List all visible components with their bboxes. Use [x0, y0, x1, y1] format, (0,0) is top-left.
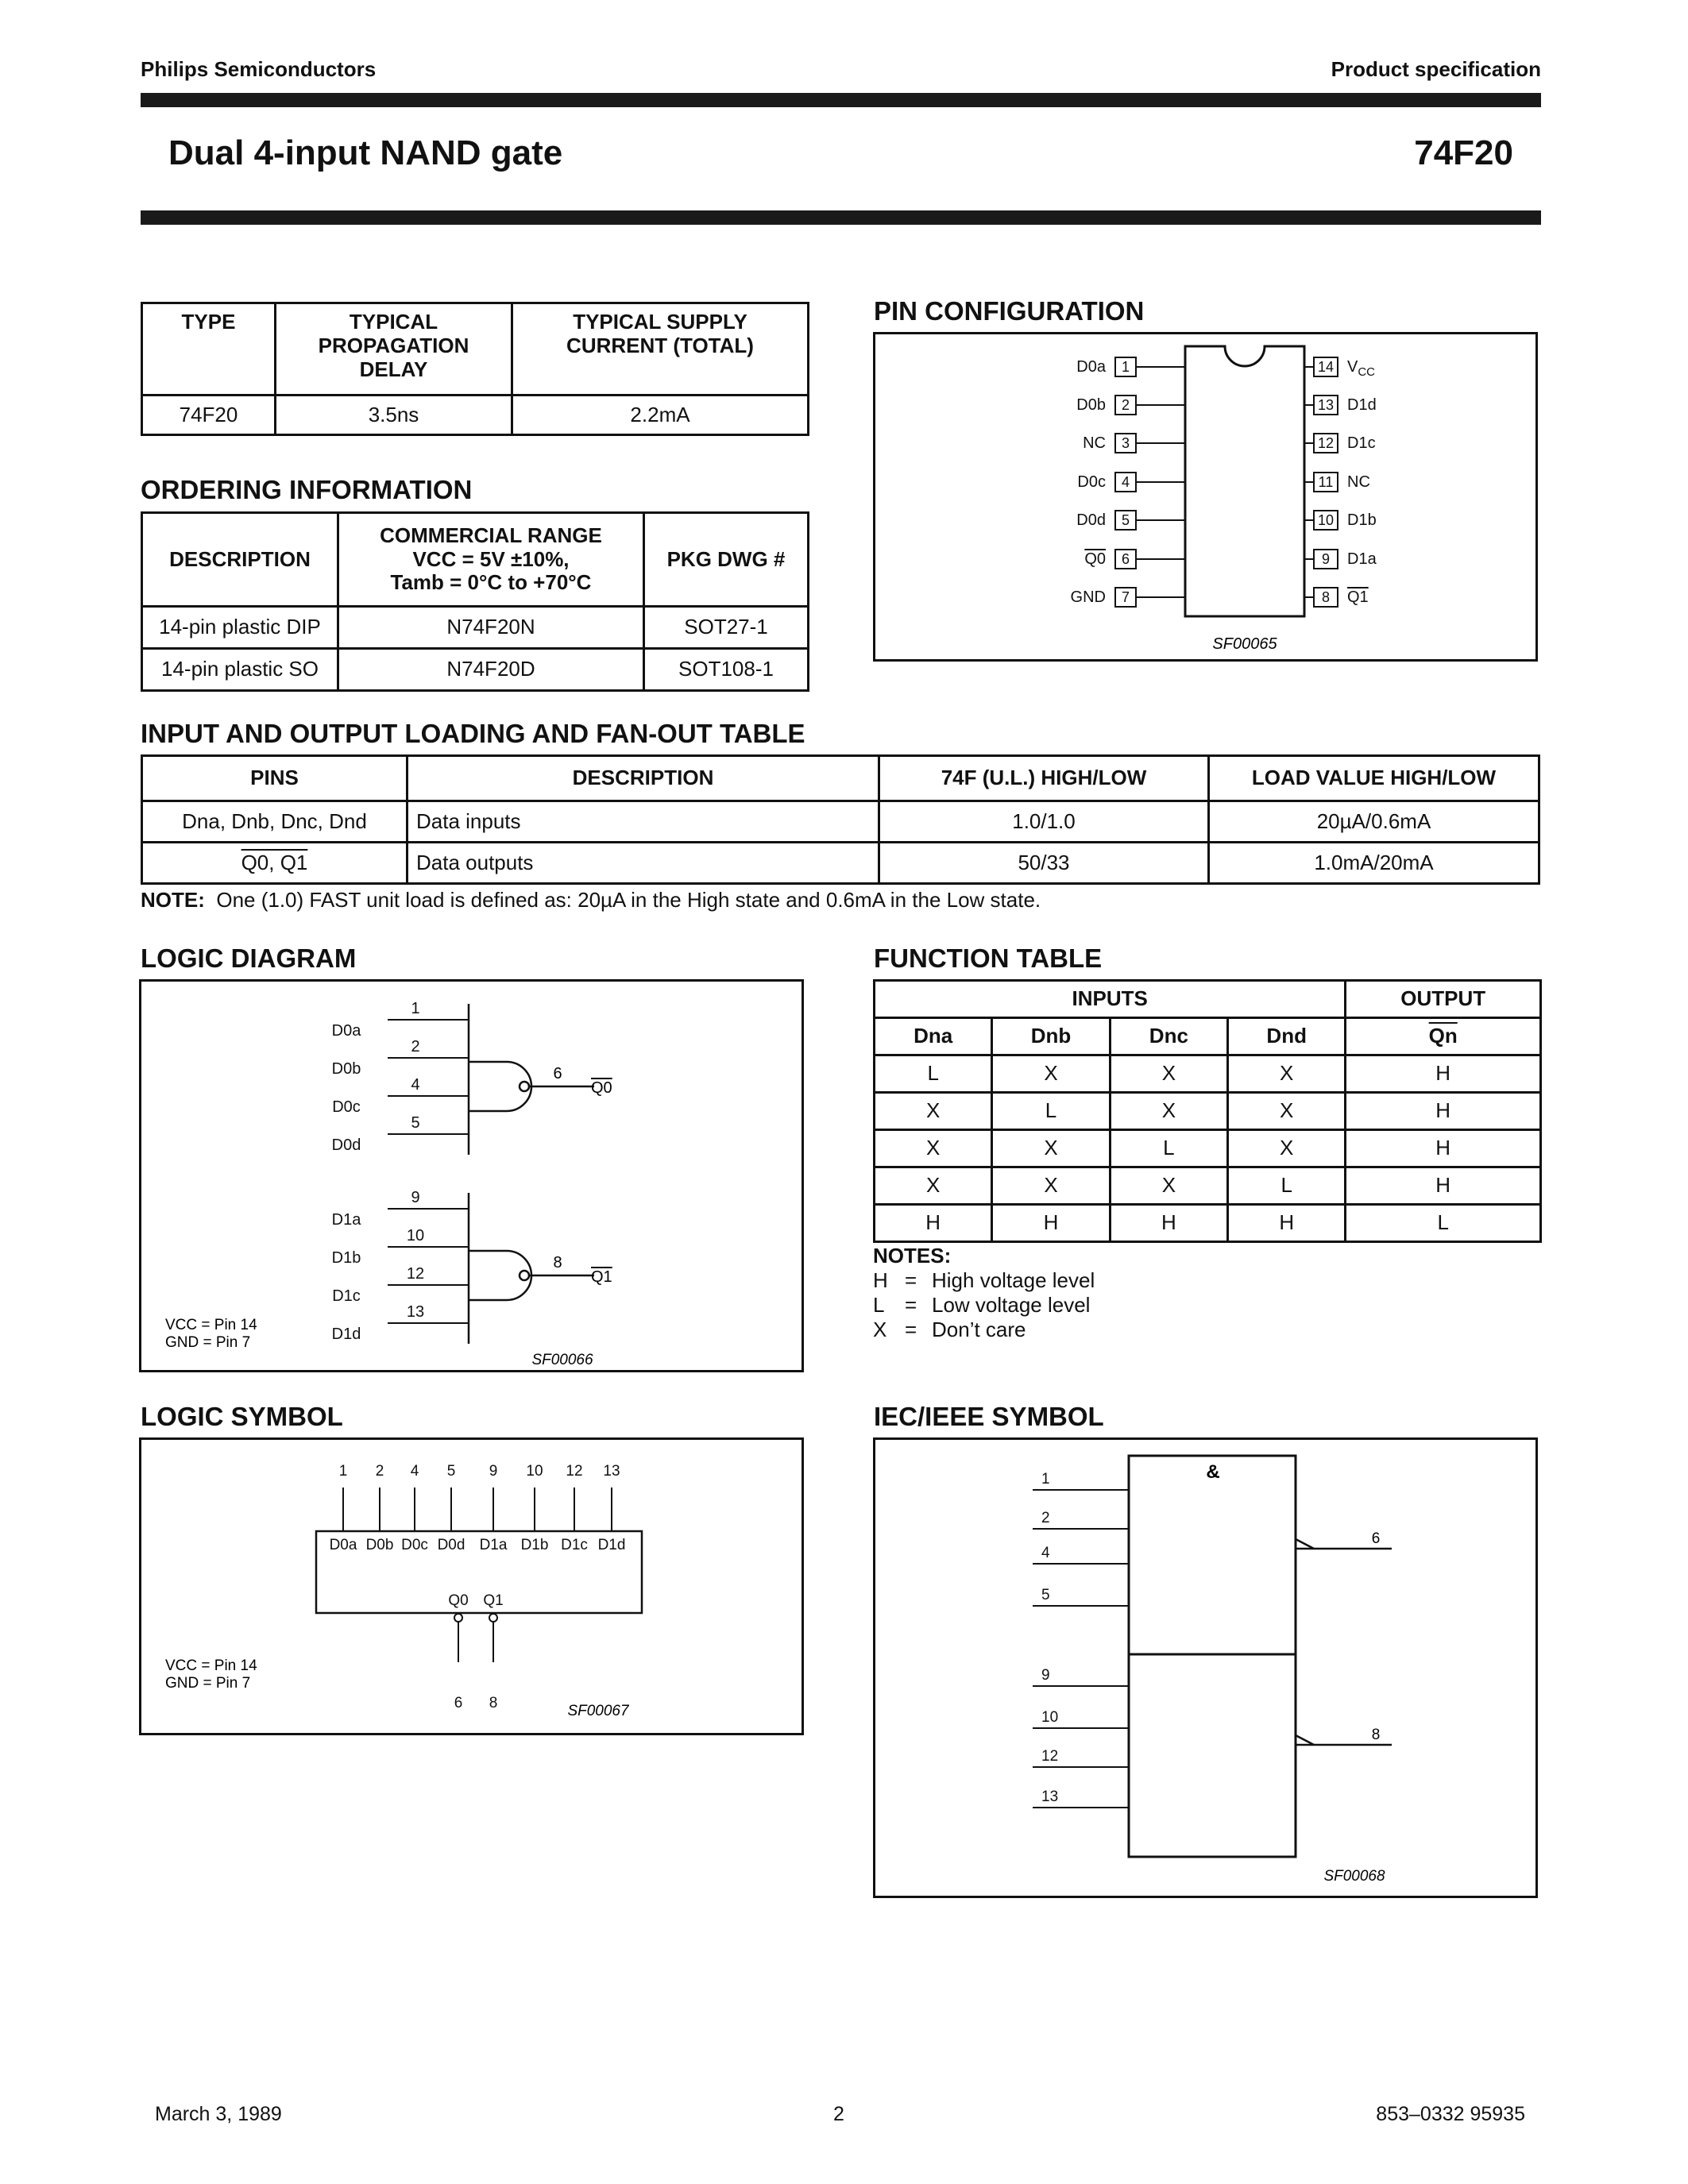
iec-input-pin: 12 [1041, 1748, 1059, 1765]
footer-date: March 3, 1989 [155, 2103, 282, 2125]
pin-config-title: PIN CONFIGURATION [874, 296, 1145, 326]
note-symbol: X [873, 1318, 887, 1341]
col-header: Dnb [992, 1018, 1110, 1055]
ordering-title: ORDERING INFORMATION [141, 475, 473, 504]
pin-number: 10 [1317, 512, 1335, 528]
note-equals: = [905, 1293, 917, 1317]
loading-value: 1.0mA/20mA [1209, 843, 1539, 884]
loading-pins: Q0, Q1 [142, 843, 408, 884]
function-cell: L [875, 1055, 992, 1093]
loading-ul: 1.0/1.0 [879, 801, 1209, 843]
loading-title: INPUT AND OUTPUT LOADING AND FAN-OUT TABLE [141, 719, 805, 748]
range-line2: VCC = 5V ±10%, [412, 546, 570, 571]
note-equals: = [905, 1268, 917, 1292]
top-pin-number: 4 [410, 1463, 419, 1480]
doc-number: 853–0332 95935 [1376, 2103, 1525, 2125]
delay-value: 3.5ns [276, 396, 512, 435]
title-rule [141, 210, 1541, 225]
function-cell: X [1110, 1055, 1227, 1093]
block-input-label: D0a [329, 1537, 357, 1553]
function-cell: X [1110, 1093, 1227, 1130]
function-cell: X [875, 1093, 992, 1130]
function-row [875, 1055, 1541, 1093]
function-cell: L [1110, 1130, 1227, 1167]
function-cell: H [875, 1205, 992, 1242]
gate0-bubble [520, 1082, 529, 1091]
function-cell: X [992, 1130, 1110, 1167]
logic-symbol-box [139, 1437, 804, 1735]
order-part: N74F20N [338, 607, 644, 649]
pin-number: 12 [1317, 435, 1335, 451]
iec-code: SF00068 [1323, 1868, 1385, 1885]
loading-desc: Data outputs [408, 843, 879, 884]
note-text: High voltage level [932, 1268, 1095, 1292]
gnd-note: GND = Pin 7 [165, 1334, 251, 1351]
function-notes [873, 1244, 1095, 1342]
col-header: Dnd [1228, 1018, 1346, 1055]
loading-value: 20µA/0.6mA [1209, 801, 1539, 843]
pin-name: D1a [1347, 550, 1377, 568]
note-equals: = [905, 1318, 917, 1341]
pin-number: 6 [1121, 551, 1130, 567]
input-pin: 4 [411, 1076, 420, 1094]
function-cell: X [1228, 1093, 1346, 1130]
note-text: Low voltage level [932, 1293, 1091, 1317]
q1-label: Q1 [591, 1268, 612, 1286]
pin-number: 2 [1121, 397, 1130, 413]
block-input-label: D0b [365, 1537, 394, 1553]
pin-number: 8 [1321, 589, 1331, 605]
function-cell: H [1346, 1055, 1541, 1093]
order-part: N74F20D [338, 649, 644, 691]
pin-config-diagram [875, 334, 1535, 659]
note-symbol: H [873, 1268, 888, 1292]
vcc-note: VCC = Pin 14 [165, 1657, 257, 1674]
top-rule [141, 93, 1541, 107]
logic-symbol-title: LOGIC SYMBOL [141, 1402, 343, 1431]
input-pin: 13 [406, 1303, 425, 1321]
page-title: Dual 4-input NAND gate [168, 133, 563, 172]
col-header [1346, 1018, 1541, 1055]
note-symbol: L [873, 1293, 885, 1317]
iec-block [1129, 1456, 1296, 1857]
order-pkg: SOT27-1 [644, 607, 809, 649]
current-value: 2.2mA [512, 396, 809, 435]
iec-input-pin: 13 [1041, 1788, 1059, 1805]
function-cell: L [1346, 1205, 1541, 1242]
output-bubble [489, 1614, 497, 1622]
current-header: TYPICAL SUPPLY CURRENT (TOTAL) [512, 303, 809, 396]
iec-input-pin: 2 [1041, 1510, 1050, 1526]
logic-diagram [141, 982, 802, 1370]
logic-symbol-code: SF00067 [567, 1703, 629, 1719]
block-input-label: D1c [561, 1537, 588, 1553]
type-header: TYPE [142, 303, 276, 396]
loading-ul: 50/33 [879, 843, 1209, 884]
pin-number: 14 [1317, 359, 1335, 375]
pin-name: D0d [1076, 511, 1106, 529]
input-pin: 5 [411, 1114, 420, 1132]
function-cell: H [1228, 1205, 1346, 1242]
top-pin-number: 12 [566, 1463, 583, 1480]
top-pin-number: 10 [526, 1463, 543, 1480]
function-cell: H [1110, 1205, 1227, 1242]
function-row [875, 1130, 1541, 1167]
function-cell: X [992, 1055, 1110, 1093]
function-cell: X [992, 1167, 1110, 1205]
logic-diagram-code: SF00066 [531, 1352, 593, 1368]
block-input-label: D1b [520, 1537, 549, 1553]
pin-name: NC [1347, 473, 1370, 491]
function-cell: H [1346, 1167, 1541, 1205]
pin-config-box [873, 332, 1538, 662]
gate1-nand-body [469, 1251, 531, 1300]
iec-input-pin: 1 [1041, 1471, 1050, 1488]
top-pin-number: 9 [489, 1463, 498, 1480]
page-number: 2 [833, 2103, 844, 2125]
function-cell: X [875, 1130, 992, 1167]
logic-diagram-box [139, 979, 804, 1372]
pin-number: 4 [1121, 474, 1130, 490]
ordering-table [141, 511, 809, 692]
pins-header: PINS [142, 756, 408, 801]
q1-pin: 8 [553, 1254, 562, 1271]
iec-symbol [875, 1440, 1535, 1896]
pin-number: 1 [1121, 359, 1130, 375]
col-header: Dnc [1110, 1018, 1227, 1055]
iec-output-a: 6 [1371, 1530, 1381, 1547]
note-line [873, 1318, 1095, 1342]
iec-input-pin: 10 [1041, 1709, 1059, 1726]
logic-diagram-title: LOGIC DIAGRAM [141, 943, 357, 973]
iec-input-pin: 9 [1041, 1667, 1050, 1684]
doc-type: Product specification [1331, 57, 1541, 81]
pin-name: NC [1083, 434, 1106, 452]
pin-number: 13 [1317, 397, 1335, 413]
block-output-label: Q1 [483, 1592, 504, 1609]
input-name: D0a [331, 1022, 361, 1040]
pin-name: $V_{CC}$ [1347, 358, 1376, 379]
loading-table [141, 754, 1540, 885]
inputs-group-header: INPUTS [875, 981, 1346, 1018]
function-cell: H [1346, 1130, 1541, 1167]
pin-number: 5 [1121, 512, 1130, 528]
pin-name: D0c [1077, 473, 1106, 491]
top-pin-number: 2 [375, 1463, 384, 1480]
input-name: D1a [331, 1211, 361, 1229]
block-input-label: D0d [437, 1537, 465, 1553]
range-header [338, 513, 644, 607]
function-row [875, 1205, 1541, 1242]
loading-pins: Dna, Dnb, Dnc, Dnd [142, 801, 408, 843]
output-bubble [454, 1614, 462, 1622]
function-cell: L [992, 1093, 1110, 1130]
pin-name: D1b [1347, 511, 1377, 529]
top-pin-number: 1 [338, 1463, 348, 1480]
delay-header: TYPICAL PROPAGATION DELAY [276, 303, 512, 396]
ul-header: 74F (U.L.) HIGH/LOW [879, 756, 1209, 801]
top-pin-number: 13 [603, 1463, 620, 1480]
type-table [141, 302, 809, 436]
logic-symbol [141, 1440, 802, 1733]
function-cell: X [875, 1167, 992, 1205]
note-line [873, 1293, 1095, 1318]
pin-name: D1d [1347, 396, 1377, 414]
pkg-header: PKG DWG # [644, 513, 809, 607]
pin-name: Q1 [1347, 588, 1369, 606]
order-pkg: SOT108-1 [644, 649, 809, 691]
order-desc: 14-pin plastic DIP [142, 607, 338, 649]
col-header: Dna [875, 1018, 992, 1055]
pin-number: 9 [1321, 551, 1331, 567]
loading-desc: Data inputs [408, 801, 879, 843]
negation-indicator-a [1296, 1539, 1314, 1549]
pin-number: 11 [1318, 474, 1334, 490]
part-number: 74F20 [1414, 133, 1513, 172]
pin-config-code: SF00065 [1212, 635, 1277, 653]
input-name: D1b [331, 1249, 361, 1267]
function-row [875, 1167, 1541, 1205]
input-name: D0c [332, 1098, 361, 1116]
q0-pin: 6 [553, 1065, 562, 1082]
pin-name: D1c [1347, 434, 1376, 452]
function-cell: X [1228, 1130, 1346, 1167]
note-line [873, 1268, 1095, 1293]
function-cell: X [1110, 1167, 1227, 1205]
input-pin: 10 [406, 1227, 425, 1244]
input-name: D0b [331, 1060, 361, 1078]
right-pins [1304, 357, 1377, 607]
company-name: Philips Semiconductors [141, 57, 377, 81]
block-input-label: D1d [597, 1537, 626, 1553]
loading-note [141, 888, 1041, 913]
function-table [873, 979, 1542, 1243]
notes-title: NOTES: [873, 1244, 952, 1268]
note-label: NOTE: [141, 888, 205, 912]
note-text: Don’t care [932, 1318, 1026, 1341]
input-pin: 2 [411, 1038, 420, 1055]
description-header: DESCRIPTION [408, 756, 879, 801]
input-pin: 9 [411, 1189, 420, 1206]
iec-input-pin: 4 [1041, 1545, 1050, 1561]
and-qualifier: & [1206, 1461, 1220, 1483]
input-name: D0d [331, 1136, 361, 1154]
gate0-nand-body [469, 1062, 531, 1111]
output-group-header: OUTPUT [1346, 981, 1541, 1018]
function-table-title: FUNCTION TABLE [874, 943, 1103, 973]
vcc-note: VCC = Pin 14 [165, 1317, 257, 1333]
pin-name: D0a [1076, 358, 1106, 376]
iec-symbol-title: IEC/IEEE SYMBOL [874, 1402, 1104, 1431]
input-name: D1c [332, 1287, 361, 1305]
iec-input-pin: 5 [1041, 1587, 1050, 1603]
input-name: D1d [331, 1325, 361, 1343]
function-cell: H [992, 1205, 1110, 1242]
load-header: LOAD VALUE HIGH/LOW [1209, 756, 1539, 801]
negation-indicator-b [1296, 1735, 1314, 1745]
function-cell: H [1346, 1093, 1541, 1130]
range-line1: COMMERCIAL RANGE [380, 523, 602, 547]
bottom-pin-number: 8 [489, 1695, 498, 1711]
block-input-label: D1a [479, 1537, 508, 1553]
top-pin-number: 5 [446, 1463, 456, 1480]
pin-name: D0b [1076, 396, 1106, 414]
pin-number: 7 [1121, 589, 1130, 605]
input-pin: 12 [406, 1265, 425, 1283]
order-desc: 14-pin plastic SO [142, 649, 338, 691]
pin-name: Q0 [1084, 550, 1106, 568]
function-row [875, 1093, 1541, 1130]
dip-package-outline [1185, 346, 1304, 616]
gnd-note: GND = Pin 7 [165, 1675, 251, 1692]
note-text: One (1.0) FAST unit load is defined as: 20µA in the High state and 0.6mA in the Low state. [216, 888, 1041, 912]
pin-number: 3 [1121, 435, 1130, 451]
q0-label: Q0 [591, 1079, 612, 1097]
iec-symbol-box [873, 1437, 1538, 1898]
left-pins [1071, 357, 1185, 607]
desc-header: DESCRIPTION [142, 513, 338, 607]
pin-name: GND [1070, 588, 1106, 606]
bottom-pin-number: 6 [454, 1695, 463, 1711]
iec-output-b: 8 [1371, 1727, 1381, 1743]
input-pin: 1 [411, 1000, 420, 1017]
qn-overbar: $\overline{Qn}$ [1428, 1024, 1458, 1048]
function-cell: X [1228, 1055, 1346, 1093]
range-line3: Tamb = 0°C to +70°C [390, 570, 592, 595]
gate1-bubble [520, 1271, 529, 1280]
block-input-label: D0c [401, 1537, 428, 1553]
block-output-label: Q0 [448, 1592, 469, 1609]
type-value: 74F20 [142, 396, 276, 435]
function-cell: L [1228, 1167, 1346, 1205]
